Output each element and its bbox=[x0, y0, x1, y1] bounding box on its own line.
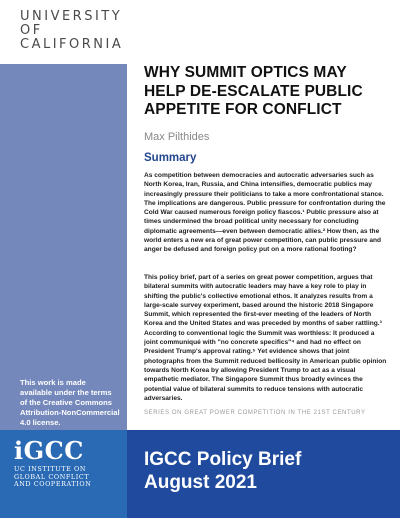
author-name: Max Pilthides bbox=[144, 131, 210, 143]
summary-heading: Summary bbox=[144, 152, 197, 164]
igcc-wordmark: iGCC bbox=[14, 436, 84, 465]
left-sidebar bbox=[0, 0, 127, 430]
series-label: SERIES ON GREAT POWER COMPETITION IN THE 21ST CENTURY bbox=[144, 410, 366, 416]
logo-line-california: CALIFORNIA bbox=[20, 37, 124, 52]
igcc-subtitle-line-3: AND COOPERATION bbox=[14, 480, 92, 489]
policy-brief-label: IGCC Policy Brief bbox=[144, 449, 302, 470]
policy-brief-title bbox=[144, 448, 394, 494]
igcc-subtitle-line-1: UC INSTITUTE ON bbox=[14, 465, 87, 473]
license-notice: This work is made available under the terms of the Creative Commons Attribution-NonCommercial 4.0 license. bbox=[20, 378, 120, 427]
document-title: WHY SUMMIT OPTICS MAY HELP DE-ESCALATE PUBLIC APPETITE FOR CONFLICT bbox=[144, 64, 363, 118]
igcc-subtitle-line-2: GLOBAL CONFLICT bbox=[14, 472, 90, 481]
university-of-california-logo bbox=[0, 0, 127, 64]
summary-paragraph-2: This policy brief, part of a series on great power competition, argues that bilateral summits with autocratic leaders may have a key role to play in shifting the public's collective emotional ethos. It analyzes results from a large-scale survey experiment, based around the historic 2018 Singapore Summit, which represented the first-ever meeting of the leaders of North Korea and the United States and was preceded by months of saber rattling.³ According to conventional logic the Summit was worthless: It produced a joint communiqué with "no concrete specifics"⁴ and had no effect on President Trump's approval rating.⁵ Yet evidence shows that joint photographs from the Summit reduced bellicosity in American public opinion towards North Korea by allowing President Trump to act as a visual empathetic mediator. The Singapore Summit thus broadly evinces the potential value of bilateral summits to reduce tensions with autocratic adversaries. bbox=[144, 274, 387, 402]
logo-line-university: UNIVERSITY bbox=[20, 9, 123, 24]
igcc-subtitle bbox=[14, 466, 127, 489]
summary-paragraph-1: As competition between democracies and autocratic adversaries such as North Korea, Iran, Russia, and China intensifies, democratic publics may increasingly pressure their politicians to take a more confrontational stance. The implications are dangerous. Public pressure for confrontation during the Cold War caused numerous foreign policy fiascos.¹ Public pressure also at times undermined the broad political unity necessary for concluding diplomatic agreements—even between democratic allies.² How then, as the world enters a new era of great power competition, can public pressure and anger be defused and foreign policy put on a more rational footing? bbox=[144, 172, 386, 254]
policy-brief-date: August 2021 bbox=[144, 472, 257, 493]
igcc-logo bbox=[0, 430, 127, 518]
logo-line-of: OF bbox=[20, 23, 43, 38]
